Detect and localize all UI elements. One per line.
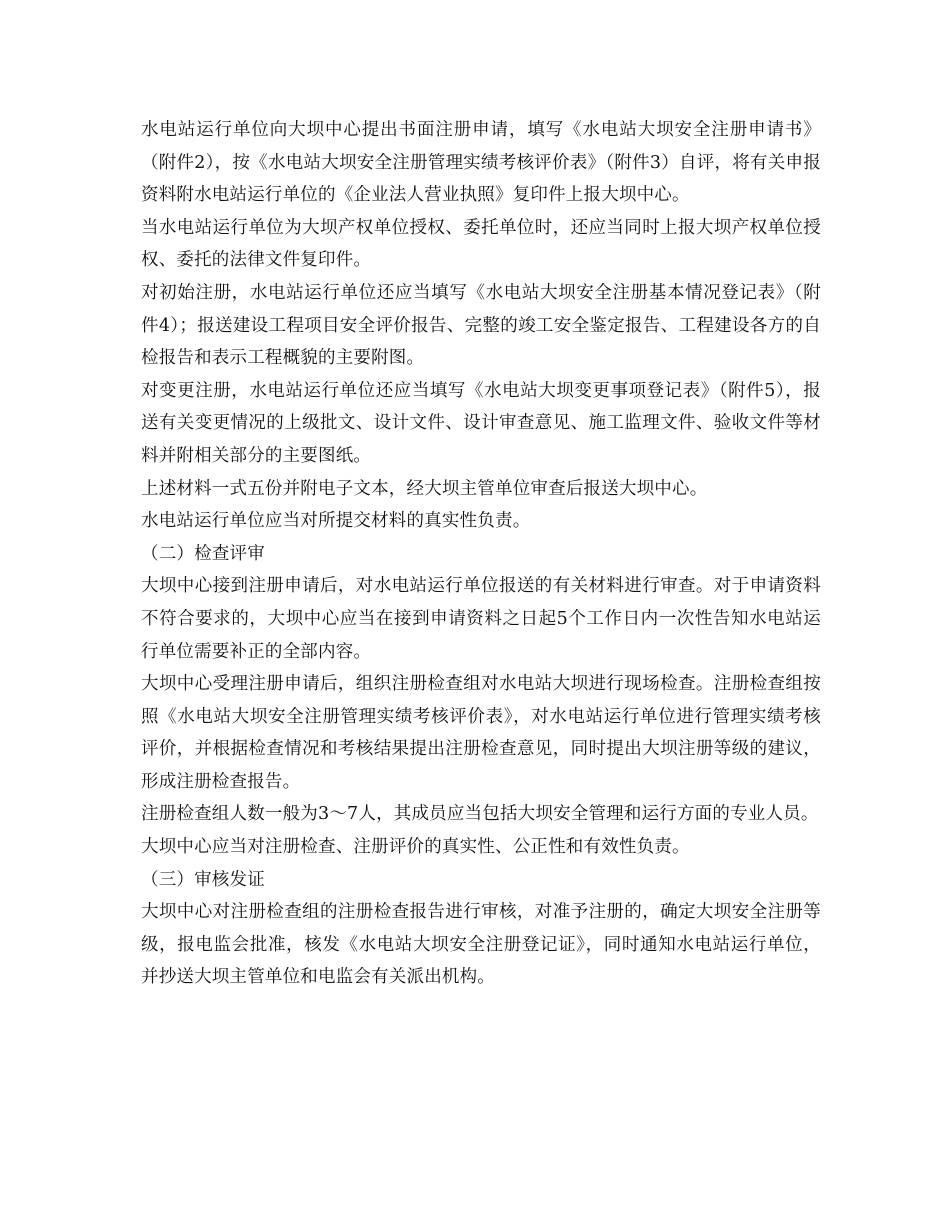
section-heading-inspection: （二）检查评审 [141,543,265,564]
document-body [141,114,821,994]
paragraph-application: 水电站运行单位向大坝中心提出书面注册申请，填写《水电站大坝安全注册申请书》（附件2），按《水电站大坝安全注册管理实绩考核评价表》（附件3）自评，将有关申报资料附水电站运行单位的《企业法人营业执照》复印件上报大坝中心。 [141,120,821,206]
paragraph-authorization: 当水电站运行单位为大坝产权单位授权、委托单位时，还应当同时上报大坝产权单位授权、委托的法律文件复印件。 [141,217,821,271]
paragraph-site-inspection: 大坝中心受理注册申请后，组织注册检查组对水电站大坝进行现场检查。注册检查组按照《水电站大坝安全注册管理实绩考核评价表》，对水电站运行单位进行管理实绩考核评价，并根据检查情况和考核结果提出注册检查意见，同时提出大坝注册等级的建议，形成注册检查报告。 [141,674,821,792]
paragraph-responsibility: 水电站运行单位应当对所提交材料的真实性负责。 [141,511,531,532]
section-heading-certification: （三）审核发证 [141,869,265,890]
paragraph-certification: 大坝中心对注册检查组的注册检查报告进行审核，对准予注册的，确定大坝安全注册等级，报电监会批准，核发《水电站大坝安全注册登记证》，同时通知水电站运行单位，并抄送大坝主管单位和电监会有关派出机构。 [141,902,821,988]
paragraph-review: 大坝中心接到注册申请后，对水电站运行单位报送的有关材料进行审查。对于申请资料不符合要求的，大坝中心应当在接到申请资料之日起5个工作日内一次性告知水电站运行单位需要补正的全部内容。 [141,576,821,662]
paragraph-change-registration: 对变更注册，水电站运行单位还应当填写《水电站大坝变更事项登记表》（附件5），报送有关变更情况的上级批文、设计文件、设计审查意见、施工监理文件、验收文件等材料并附相关部分的主要图纸。 [141,380,821,466]
paragraph-inspection-team: 注册检查组人数一般为3～7人，其成员应当包括大坝安全管理和运行方面的专业人员。 [141,804,819,825]
paragraph-initial-registration: 对初始注册，水电站运行单位还应当填写《水电站大坝安全注册基本情况登记表》（附件4）；报送建设工程项目安全评价报告、完整的竣工安全鉴定报告、工程建设各方的自检报告和表示工程概貌的主要附图。 [141,282,821,369]
paragraph-center-responsibility: 大坝中心应当对注册检查、注册评价的真实性、公正性和有效性负责。 [141,837,690,858]
paragraph-copies: 上述材料一式五份并附电子文本，经大坝主管单位审查后报送大坝中心。 [141,478,708,499]
